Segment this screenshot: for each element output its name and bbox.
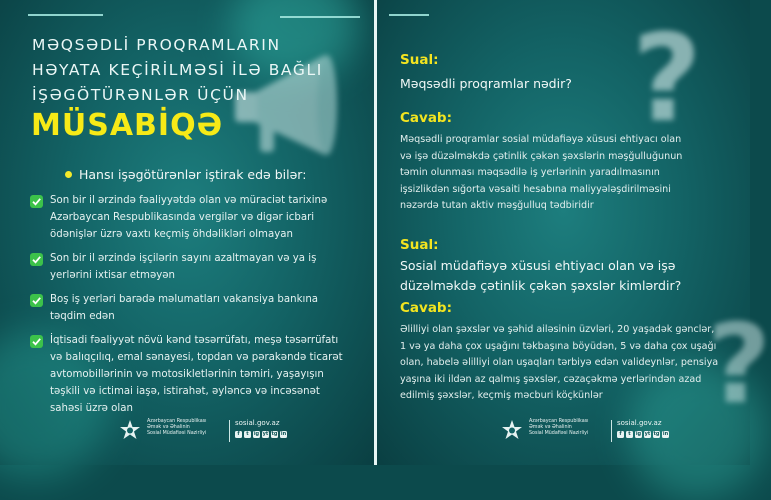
item-line: İqtisadi fəaliyyət növü kənd təsərrüfatı, meşə təsərrüfatı: [50, 335, 339, 346]
divider: [611, 420, 612, 442]
org-line: Sosial Müdafiəsi Nazirliyi: [529, 431, 589, 437]
question-line: düzəlməkdə çətinlik çəkən şəxslər kimlərdir?: [400, 278, 682, 293]
bullet-dot-icon: [65, 171, 72, 178]
twitter-icon[interactable]: t: [244, 431, 251, 438]
youtube-icon[interactable]: yt: [262, 431, 269, 437]
website-link[interactable]: sosial.gov.az: [617, 419, 662, 427]
twitter-icon[interactable]: t: [626, 431, 633, 438]
title-line-1: MƏQSƏDLİ PROQRAMLARIN: [32, 36, 281, 54]
answer-line: və işə düzəlməkdə çətinlik çəkən şəxslərin məşğulluğunun: [400, 150, 683, 162]
decor-line: [28, 14, 103, 16]
item-line: Son bir il ərzində fəaliyyətdə olan və müraciət tarixinə: [50, 195, 328, 206]
org-line: Azərbaycan Respublikası: [529, 419, 589, 424]
list-item: [50, 291, 350, 325]
title-line-3: İŞƏGÖTÜRƏNLƏR ÜÇÜN: [32, 86, 249, 104]
telegram-icon[interactable]: tg: [653, 431, 660, 437]
instagram-icon[interactable]: ig: [253, 431, 260, 437]
item-line: Azərbaycan Respublikasında vergilər və digər icbari: [50, 212, 315, 223]
answer-line: Məqsədli proqramlar sosial müdafiəyə xüsusi ehtiyacı olan: [400, 134, 682, 145]
item-line: Boş iş yerləri barədə məlumatları vakansiya bankına: [50, 294, 319, 305]
answer-text: [400, 322, 735, 405]
org-name: [147, 419, 227, 438]
ministry-logo-icon: [500, 419, 524, 443]
list-item: [50, 192, 350, 243]
answer-line: edilmiş şəxslər, keçmiş məcburi köçkünlər: [400, 390, 603, 401]
checkmark-icon: [30, 253, 43, 266]
left-panel: [0, 0, 374, 465]
checkmark-icon: [30, 195, 43, 208]
answer-label: Cavab:: [400, 110, 452, 126]
item-line: sahəsi üzrə olan: [50, 403, 133, 414]
footer: [500, 417, 669, 447]
ministry-logo-icon: [118, 419, 142, 443]
item-line: yerlərini ixtisar etməyən: [50, 270, 175, 281]
checkmark-icon: [30, 335, 43, 348]
answer-line: 1 və ya daha çox uşağını təkbaşına böyüdən, 5 və daha çox uşağı: [400, 340, 717, 352]
item-line: ödənişlər üzrə vaxtı keçmiş öhdəlikləri olmayan: [50, 229, 293, 240]
checkmark-icon: [30, 294, 43, 307]
instagram-icon[interactable]: ig: [635, 431, 642, 437]
item-line: və balıqçılıq, emal sənayesi, topdan və pərakəndə ticarət: [50, 352, 343, 363]
question-line: Sosial müdafiəyə xüsusi ehtiyacı olan və işə: [400, 258, 676, 273]
question-label: Sual:: [400, 237, 439, 253]
item-line: təqdim edən: [50, 311, 115, 322]
youtube-icon[interactable]: yt: [644, 431, 651, 437]
org-line: Əmək və Əhalinin: [529, 425, 572, 431]
item-line: avtomobillərinin və motosikletlərinin təmiri, yaşayışın: [50, 369, 324, 380]
megaphone-icon: [230, 40, 370, 170]
question-text: Məqsədli proqramlar nədir?: [400, 76, 572, 91]
subheading: Hansı işəgötürənlər iştirak edə bilər:: [79, 167, 307, 182]
decor-line: [280, 16, 360, 18]
answer-text: [400, 132, 735, 215]
answer-line: olan, habelə əlilliyi olan uşaqları tərbiyə edən valideynlər, pensiya: [400, 357, 719, 368]
facebook-icon[interactable]: f: [617, 431, 624, 438]
question-label: Sual:: [400, 52, 439, 68]
decor-line: [389, 14, 429, 16]
social-links: [235, 431, 287, 438]
title-line-2: HƏYATA KEÇİRİLMƏSİ İLƏ BAĞLI: [32, 61, 323, 79]
right-panel: [377, 0, 771, 465]
item-line: təşkili və ictimai iaşə, istirahət, əyləncə və incəsənət: [50, 386, 320, 397]
list-item: [50, 332, 350, 417]
answer-line: Əlilliyi olan şəxslər və şəhid ailəsinin üzvləri, 20 yaşadək gənclər,: [400, 324, 715, 335]
org-name: [529, 419, 609, 438]
answer-line: nəzərdə tutan aktiv məşğulluq tədbiridir: [400, 200, 594, 211]
answer-line: işsizlikdən sığorta vəsaiti hesabına maliyyələşdirilməsini: [400, 183, 671, 195]
answer-label: Cavab:: [400, 300, 452, 316]
question-text: [400, 256, 730, 296]
linkedin-icon[interactable]: in: [662, 431, 669, 437]
question-mark-icon: ?: [632, 10, 702, 149]
org-line: Azərbaycan Respublikası: [147, 419, 207, 424]
org-line: Əmək və Əhalinin: [147, 425, 190, 431]
item-line: Son bir il ərzində işçilərin sayını azaltmayan və ya iş: [50, 253, 317, 264]
footer: [118, 417, 287, 447]
facebook-icon[interactable]: f: [235, 431, 242, 438]
telegram-icon[interactable]: tg: [271, 431, 278, 437]
divider: [229, 420, 230, 442]
social-links: [617, 431, 669, 438]
list-item: [50, 250, 350, 284]
answer-line: yaşına iki ildən az qalmış şəxslər, cəzaçəkmə yerlərindən azad: [400, 373, 702, 385]
answer-line: təmin olunması məqsədilə iş yerlərinin yaradılmasının: [400, 167, 660, 178]
question-mark-icon: ?: [707, 300, 771, 428]
org-line: Sosial Müdafiəsi Nazirliyi: [147, 431, 207, 437]
linkedin-icon[interactable]: in: [280, 431, 287, 437]
headline: MÜSABİQƏ: [31, 108, 224, 143]
website-link[interactable]: sosial.gov.az: [235, 419, 280, 427]
